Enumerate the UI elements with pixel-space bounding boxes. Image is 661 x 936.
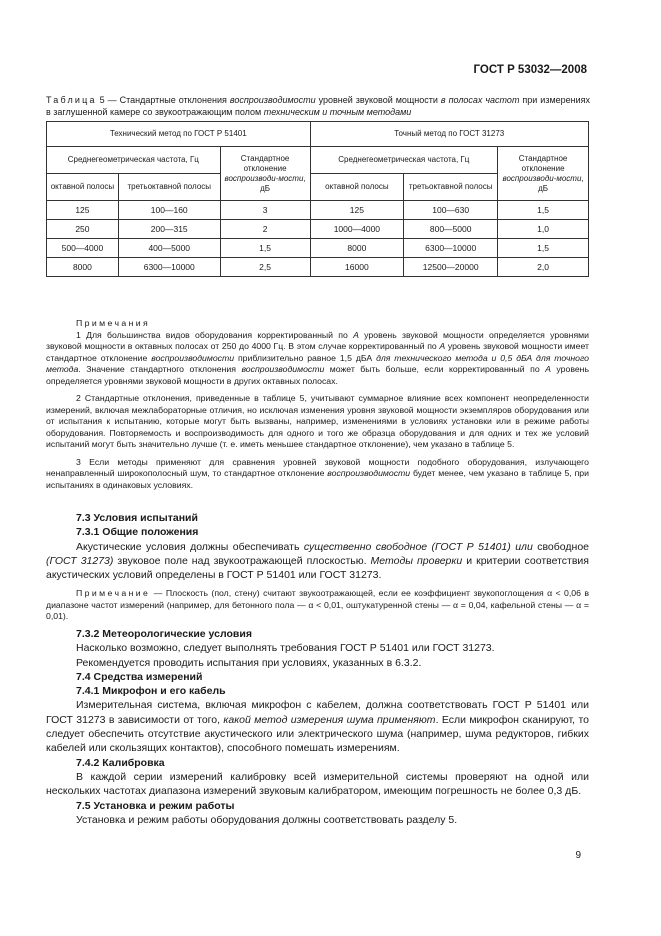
- header-technical-method: Технический метод по ГОСТ Р 51401: [47, 122, 311, 147]
- note-text: — Плоскость (пол, стену) считают звукоотражающей, если ее коэффициент звукопоглощения α < 0,06 в диапазоне частот измерений (например, для бетонного пола — α < 0,01, оштукатуренной стены — α = 0,04, кафельной стены — α = 0,01).: [46, 588, 589, 622]
- table-cell: 2,5: [220, 258, 310, 277]
- caption-text-b-it: в полосах частот: [440, 95, 520, 105]
- caption-text-c: при измерениях в заглушенной камере со звукоотражающим полом: [46, 95, 591, 117]
- section-7-3-heading: 7.3 Условия испытаний: [76, 512, 198, 524]
- caption-text-a-it: воспроизводимости: [229, 95, 316, 105]
- paragraph-7-4-2: В каждой серии измерений калибровку всей измерительной системы проверяют на одной или нескольких частотах диапазона измерений звуковым калибратором, имеющим погрешность не более 0,3 дБ.: [46, 770, 589, 798]
- std-unit: , дБ: [260, 173, 306, 193]
- caption-text-c-it: техническим и точным методами: [263, 107, 412, 117]
- page-number: 9: [575, 850, 581, 861]
- note-3: [46, 457, 589, 492]
- note-1-it: А: [353, 329, 359, 340]
- table-cell: 125: [47, 201, 119, 220]
- table-cell: 2: [220, 220, 310, 239]
- header-frequency-precise: Среднегеометрическая частота, Гц: [310, 147, 498, 174]
- header-std-deviation-precise: [498, 147, 589, 201]
- section-7-3-1-heading: 7.3.1 Общие положения: [76, 526, 199, 539]
- table-cell: 16000: [310, 258, 404, 277]
- note-1-text: уровень определяется уровнями звуковой мощности в других октавных полосах.: [46, 364, 589, 386]
- note-2: 2 Стандартные отклонения, приведенные в таблице 5, учитывают суммарное влияние всех компонент неопределенности измерений, включая межлабораторные отличия, но исключая изменения уровня звуковой мощности экземпляров оборудования или от испытания к испытанию, которые могут быть вызваны, например, изменениями в условиях установки или в режиме работы оборудования. Повторяемость и воспроизводимость для одного и того же образца оборудования и для одних и тех же условий испытаний могут быть значительно лучше (т. е. иметь меньшее стандартное отклонение), чем указано в таблице 5.: [46, 393, 589, 449]
- para-text: свободное: [532, 540, 589, 553]
- note-plane: [46, 588, 589, 623]
- table-cell: 6300—10000: [118, 258, 220, 277]
- note-1-text: 1 Для большинства видов оборудования корректированный по: [76, 329, 354, 340]
- table-cell: 6300—10000: [404, 239, 498, 258]
- table-cell: 1,5: [498, 201, 589, 220]
- note-1-text: уровень звуковой мощности определяется уровнями звуковой мощности в октавных полосах от 250 до 4000 Гц. В этом случае корректированный по: [46, 329, 589, 351]
- header-octave-precise: октавной полосы: [310, 174, 404, 201]
- notes-section: [46, 318, 589, 491]
- document-id: ГОСТ Р 53032—2008: [473, 64, 587, 76]
- std-unit: , дБ: [538, 173, 584, 193]
- note-3-text: 3 Если методы применяют для сравнения уровней звуковой мощности подобного оборудования, излучающего ненаправленный широкополосный шум, то стандартное отклонение: [46, 456, 589, 478]
- table-cell: 100—160: [118, 201, 220, 220]
- table-cell: 8000: [47, 258, 119, 277]
- table-cell: 200—315: [118, 220, 220, 239]
- note-1-it: воспроизводимости: [151, 352, 235, 363]
- table-cell: 125: [310, 201, 404, 220]
- std-text: Стандартное отклонение: [518, 153, 568, 173]
- table-cell: 1000—4000: [310, 220, 404, 239]
- para-text: звуковое поле над звукоотражающей плоскостью.: [113, 554, 371, 567]
- paragraph-7-4-1: [46, 698, 589, 755]
- table-row: [47, 239, 589, 258]
- note-1-it: воспроизводимости: [241, 364, 325, 374]
- header-precise-method: Точный метод по ГОСТ 31273: [310, 122, 589, 147]
- para-text: . Если микрофон сканируют, то следует обеспечить отсутствие акустического или электрического шума (например, шума редукторов, гибких кабелей или скользящих контактов), способного помешать измерениям.: [46, 713, 589, 755]
- table-cell: 8000: [310, 239, 404, 258]
- paragraph-7-3-2-b: Рекомендуется проводить испытания при условиях, указанных в 6.3.2.: [76, 656, 422, 669]
- table-cell: 3: [220, 201, 310, 220]
- table-cell: 250: [47, 220, 119, 239]
- section-7-5-heading: 7.5 Установка и режим работы: [76, 799, 235, 812]
- section-7-3-2-heading: 7.3.2 Метеорологические условия: [76, 627, 252, 640]
- caption-text-a: 5 — Стандартные отклонения: [96, 95, 230, 105]
- para-text-it: (ГОСТ 31273): [46, 554, 114, 567]
- std-text-it: воспроизводи-мости: [502, 173, 582, 183]
- table-cell: 2,0: [498, 258, 589, 277]
- paragraph-7-5: Установка и режим работы оборудования должны соответствовать разделу 5.: [76, 813, 458, 826]
- paragraph-7-3-2-a: Насколько возможно, следует выполнять требования ГОСТ Р 51401 или ГОСТ 31273.: [76, 642, 495, 655]
- table-cell: 1,5: [220, 239, 310, 258]
- header-frequency: Среднегеометрическая частота, Гц: [47, 147, 221, 174]
- caption-label: Таблица: [46, 95, 97, 105]
- table-caption: [46, 94, 590, 118]
- caption-text-b: уровней звуковой мощности: [315, 95, 441, 105]
- std-text: Стандартное отклонение: [240, 153, 290, 173]
- deviation-table: [46, 121, 589, 277]
- std-text-it: воспроизводи-мости: [224, 173, 304, 183]
- header-third-octave: третьоктавной полосы: [118, 174, 220, 201]
- note-3-it: воспроизводимости: [327, 468, 411, 478]
- para-text: Измерительная система, включая микрофон с кабелем, должна соответствовать ГОСТ Р 51401 или ГОСТ 31273 в зависимости от того,: [46, 699, 589, 726]
- note-1-it: А: [545, 364, 551, 374]
- table-cell: 1,5: [498, 239, 589, 258]
- section-7-4-heading: 7.4 Средства измерений: [76, 670, 203, 683]
- table-row: [47, 201, 589, 220]
- section-7-4-2-heading: 7.4.2 Калибровка: [76, 756, 165, 769]
- paragraph-7-3-1: [46, 540, 589, 583]
- note-1-text: приблизительно равное 1,5 дБА: [234, 352, 377, 363]
- table-cell: 100—630: [404, 201, 498, 220]
- note-1-text: уровень звуковой мощности имеет стандартное отклонение: [46, 341, 589, 363]
- notes-title: Примечания: [76, 318, 151, 328]
- para-text: и критерии соответствия акустических условий определены в ГОСТ Р 51401 или ГОСТ 31273.: [46, 554, 589, 582]
- para-text-it: Методы проверки: [370, 554, 463, 567]
- table-cell: 500—4000: [47, 239, 119, 258]
- para-text-it: какой метод измерения шума применяют: [223, 713, 436, 726]
- note-3-text: будет менее, чем указано в таблице 5, при испытаниях в одинаковых условиях.: [46, 468, 589, 490]
- header-third-octave-precise: третьоктавной полосы: [404, 174, 498, 201]
- header-std-deviation-tech: [220, 147, 310, 201]
- header-octave: октавной полосы: [47, 174, 119, 201]
- para-text-it: существенно свободное (ГОСТ Р 51401) или: [303, 540, 533, 553]
- note-1-it: для технического метода и 0,5 дБА для точного метода: [46, 352, 589, 374]
- table-row: [47, 220, 589, 239]
- table-cell: 12500—20000: [404, 258, 498, 277]
- table-cell: 800—5000: [404, 220, 498, 239]
- table-cell: 400—5000: [118, 239, 220, 258]
- table-cell: 1,0: [498, 220, 589, 239]
- note-1: [46, 330, 589, 388]
- note-1-it: А: [439, 341, 446, 351]
- note-1-text: . Значение стандартного отклонения: [78, 364, 242, 374]
- note-label: Примечание: [76, 588, 151, 599]
- note-1-text: может быть больше, если корректированный по: [324, 364, 546, 374]
- section-7-4-1-heading: 7.4.1 Микрофон и его кабель: [76, 685, 226, 698]
- table-row: [47, 258, 589, 277]
- main-body: [46, 511, 589, 827]
- para-text: Акустические условия должны обеспечивать: [76, 540, 304, 553]
